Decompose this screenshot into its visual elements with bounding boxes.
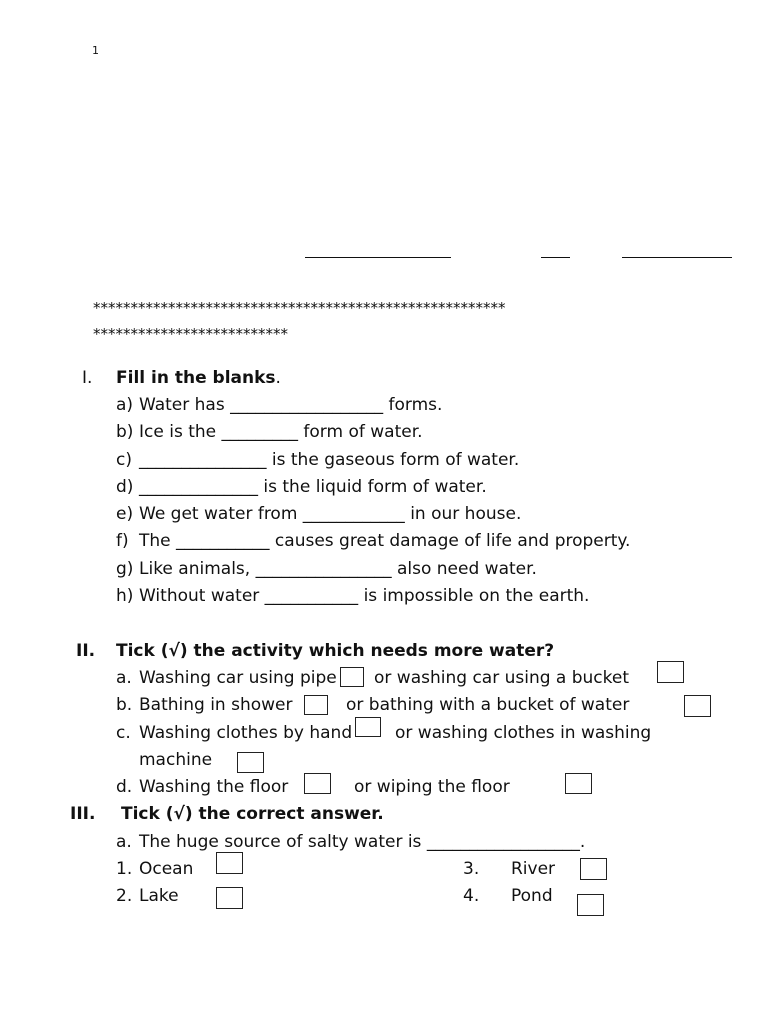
- item-label: e): [116, 504, 134, 524]
- item-label: c): [116, 450, 132, 470]
- item-label: c.: [116, 723, 131, 743]
- activity-option-text: Washing clothes by hand: [139, 723, 353, 743]
- option-text: River: [511, 859, 556, 879]
- tick-box[interactable]: [684, 695, 711, 717]
- activity-alternative-text: or wiping the floor: [354, 777, 510, 797]
- tick-box[interactable]: [304, 773, 331, 794]
- fill-blank-item: We get water from ____________ in our house.: [139, 504, 522, 524]
- activity-option-text: Washing the floor: [139, 777, 289, 797]
- item-label: b): [116, 422, 134, 442]
- option-number: 4.: [463, 886, 480, 906]
- option-number: 2.: [116, 886, 133, 906]
- section-title: [116, 368, 281, 388]
- item-label: a): [116, 395, 134, 415]
- option-text: Lake: [139, 886, 179, 906]
- option-text: Ocean: [139, 859, 194, 879]
- item-label: a.: [116, 668, 132, 688]
- section-title-text: Fill in the blanks: [116, 368, 276, 388]
- activity-alternative-text: or washing clothes in washing: [395, 723, 652, 743]
- section-title-period: .: [275, 368, 281, 388]
- fill-blank-item: Water has __________________ forms.: [139, 395, 443, 415]
- option-text: Pond: [511, 886, 553, 906]
- tick-box[interactable]: [580, 858, 607, 880]
- item-label: g): [116, 559, 134, 579]
- fill-blank-item: The ___________ causes great damage of life and property.: [139, 531, 631, 551]
- item-label: h): [116, 586, 134, 606]
- page-number: 1: [92, 44, 99, 57]
- section-title: Tick (√) the correct answer.: [121, 804, 384, 824]
- item-label: d.: [116, 777, 133, 797]
- tick-box[interactable]: [216, 887, 243, 909]
- tick-box[interactable]: [304, 695, 328, 715]
- section-numeral: II.: [76, 641, 96, 661]
- option-number: 3.: [463, 859, 480, 879]
- section-numeral: I.: [82, 368, 93, 388]
- activity-option-text: Washing car using pipe: [139, 668, 337, 688]
- item-label: a.: [116, 832, 132, 852]
- option-number: 1.: [116, 859, 133, 879]
- section-title: Tick (√) the activity which needs more water?: [116, 641, 555, 661]
- tick-box[interactable]: [355, 717, 381, 737]
- fill-blank-item: Ice is the _________ form of water.: [139, 422, 423, 442]
- tick-box[interactable]: [340, 667, 364, 687]
- activity-option-text: Bathing in shower: [139, 695, 293, 715]
- tick-box[interactable]: [237, 752, 264, 773]
- fill-blank-item: Like animals, ________________ also need water.: [139, 559, 537, 579]
- fill-blank-item: ______________ is the liquid form of water.: [139, 477, 487, 497]
- item-label: d): [116, 477, 134, 497]
- activity-alternative-text: or bathing with a bucket of water: [346, 695, 630, 715]
- section-numeral: III.: [70, 804, 96, 824]
- star-separator-line: **************************: [93, 325, 288, 343]
- fill-blank-item: _______________ is the gaseous form of water.: [139, 450, 520, 470]
- question-text: The huge source of salty water is __________________.: [139, 832, 586, 852]
- fill-blank-item: Without water ___________ is impossible on the earth.: [139, 586, 590, 606]
- activity-alternative-continued: machine: [139, 750, 213, 770]
- activity-alternative-text: or washing car using a bucket: [374, 668, 630, 688]
- tick-box[interactable]: [657, 661, 684, 683]
- tick-box[interactable]: [577, 894, 604, 916]
- item-label: f): [116, 531, 129, 551]
- tick-box[interactable]: [216, 852, 243, 874]
- item-label: b.: [116, 695, 133, 715]
- star-separator-line: *******************************************************: [93, 299, 506, 317]
- header-blank-line: [622, 257, 732, 258]
- header-blank-line: [541, 257, 570, 258]
- header-blank-line: [305, 257, 451, 258]
- tick-box[interactable]: [565, 773, 592, 794]
